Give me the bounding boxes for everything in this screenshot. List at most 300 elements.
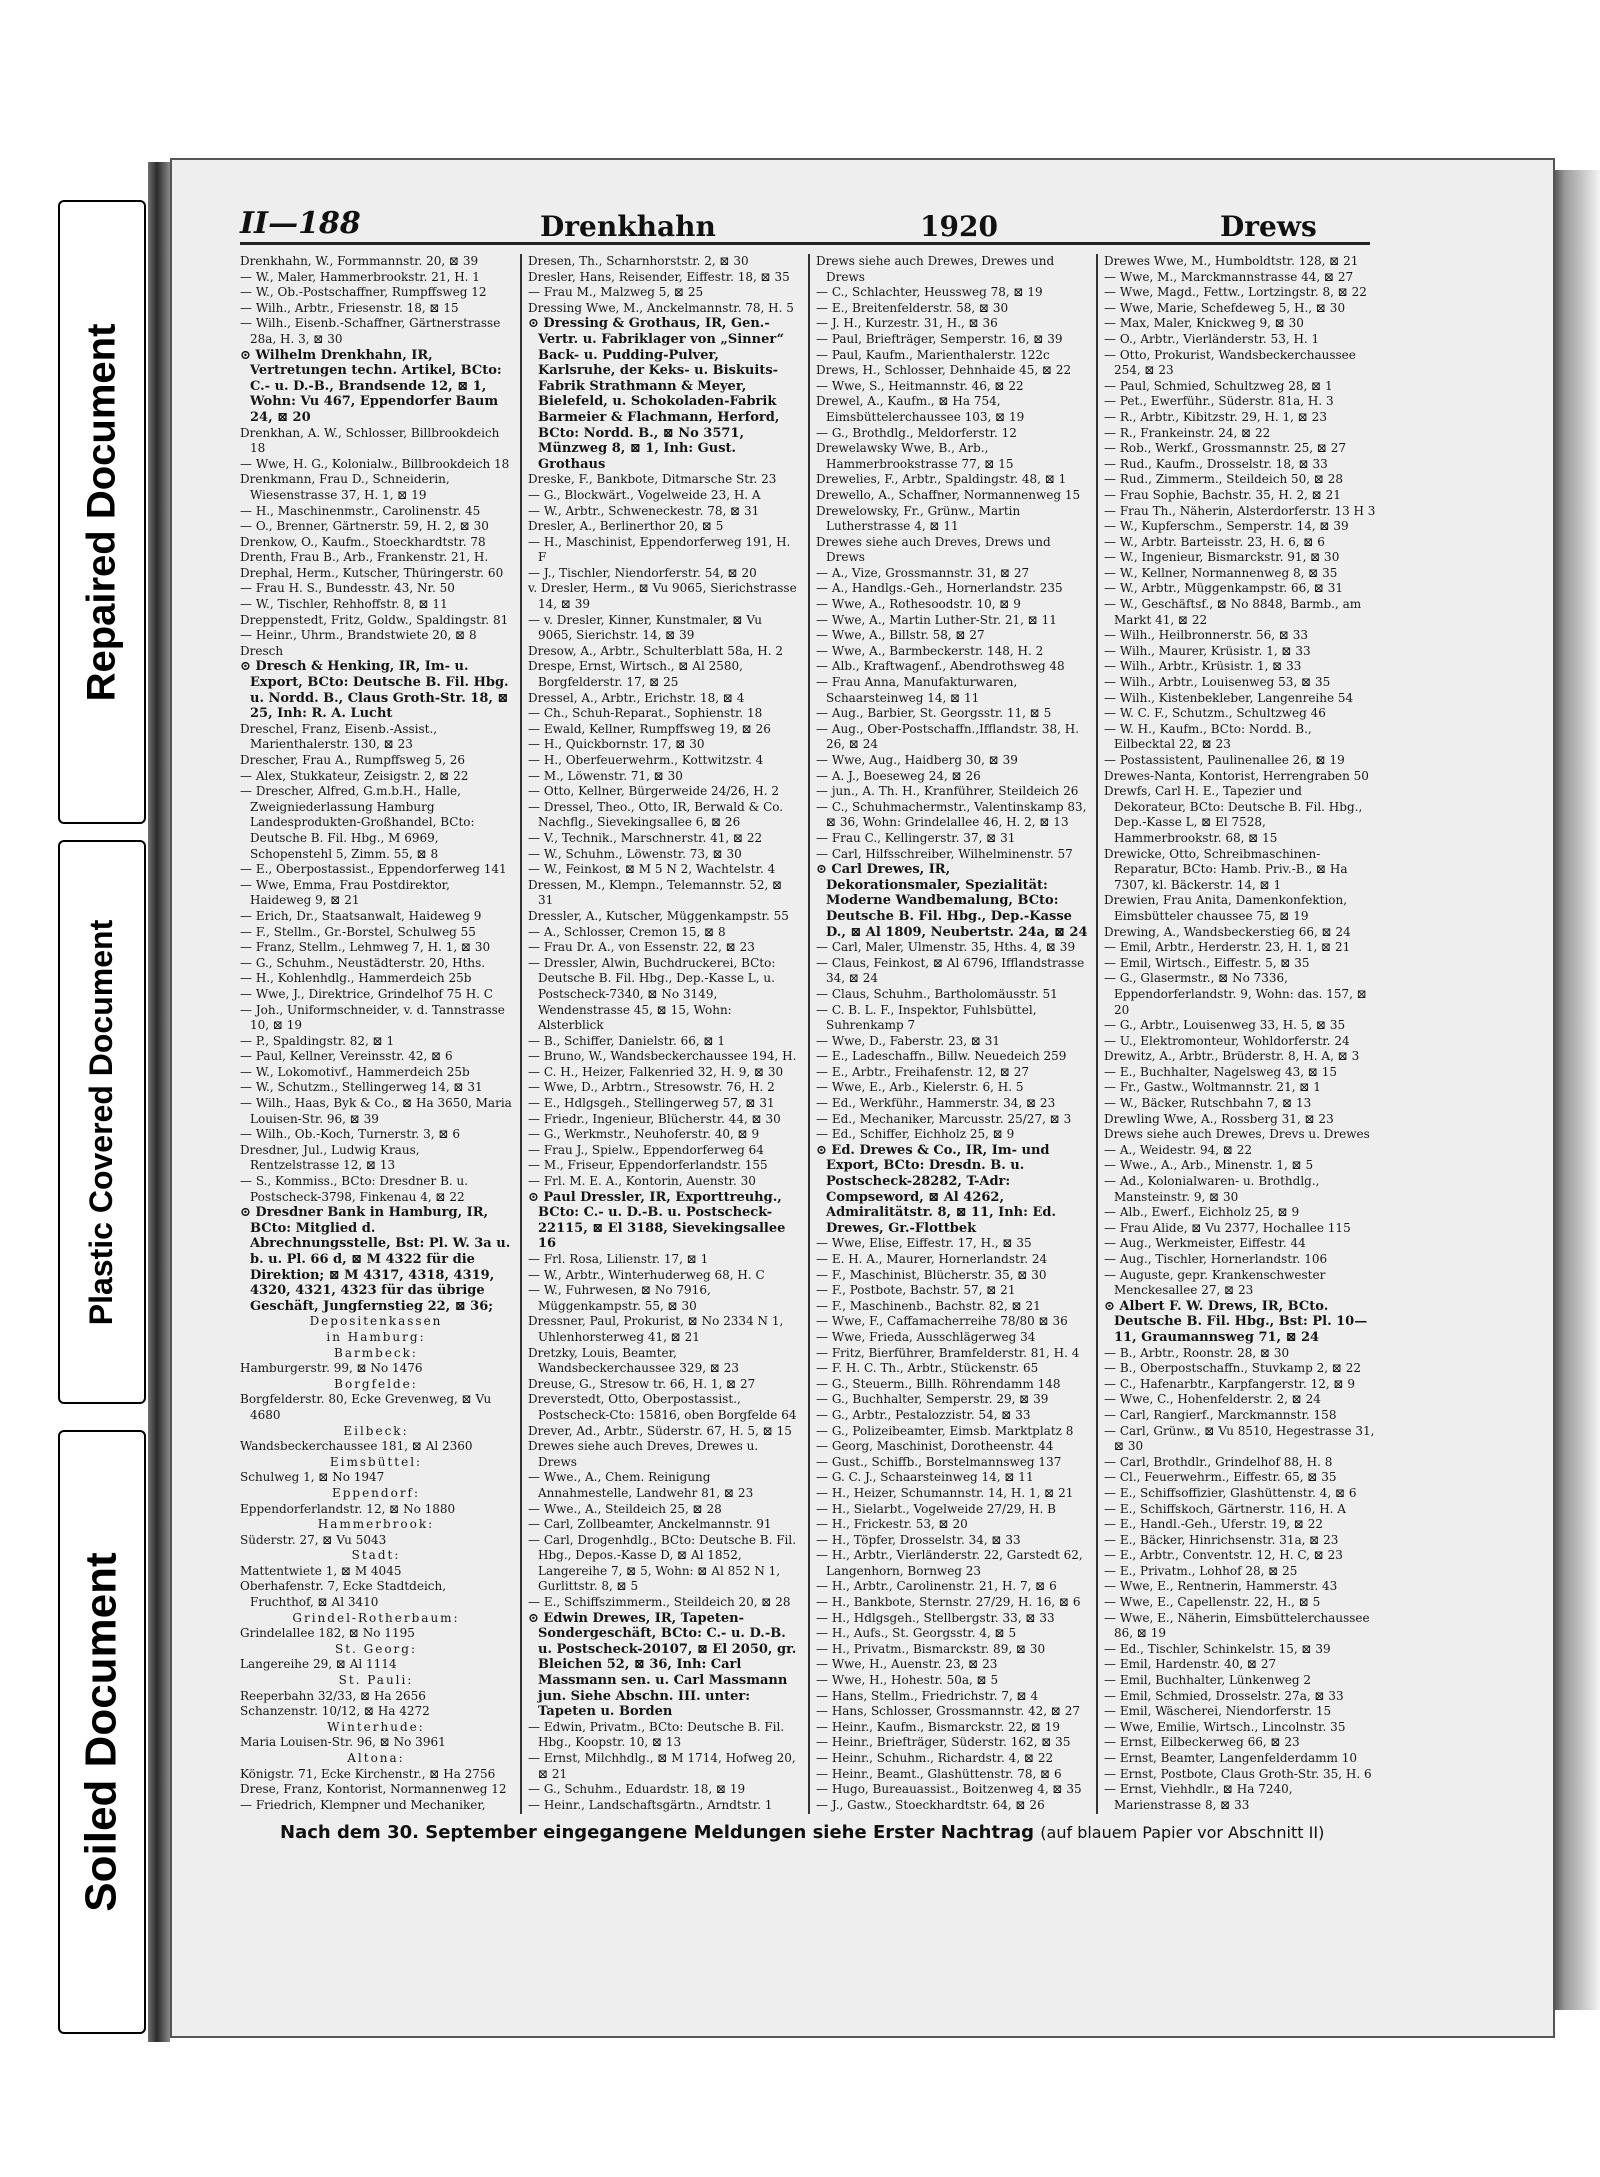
directory-entry: — Wwe, Frieda, Ausschlägerweg 34 xyxy=(816,1329,1036,1344)
directory-entry: — E., Schiffsoffizier, Glashüttenstr. 4, ⊠ 6 xyxy=(1104,1485,1357,1500)
directory-entry: — W., Ob.-Postschaffner, Rumpffsweg 12 xyxy=(240,285,487,300)
directory-entry: Grindel-Rotherbaum: xyxy=(292,1610,460,1625)
directory-entry: — C., Schlachter, Heussweg 78, ⊠ 19 xyxy=(816,285,1043,300)
directory-entry: — Wwe, M., Marckmannstrasse 44, ⊠ 27 xyxy=(1104,269,1354,284)
directory-entry: — Emil, Schmied, Drosselstr. 27a, ⊠ 33 xyxy=(1104,1688,1344,1703)
directory-entry: — Carl, Grünw., ⊠ Vu 8510, Hegestrasse 31, ⊠ 30 xyxy=(1104,1423,1375,1454)
directory-entry: Süderstr. 27, ⊠ Vu 5043 xyxy=(240,1532,387,1547)
directory-entry: — Dressler, Alwin, Buchdruckerei, BCto: Deutsche B. Fil. Hbg., Dep.-Kasse L, u. Postscheck-7340, ⊠ No 3149, Wendenstrasse 45, ⊠ 15, Wohn: Alsterblick xyxy=(528,955,776,1033)
directory-entry: — W., Bäcker, Rutschbahn 7, ⊠ 13 xyxy=(1104,1096,1312,1111)
directory-entry: Drews, H., Schlosser, Dehnhaide 45, ⊠ 22 xyxy=(816,363,1072,378)
directory-entry: — R., Frankeinstr. 24, ⊠ 22 xyxy=(1104,425,1271,440)
directory-entry: — Carl, Drogenhdlg., BCto: Deutsche B. Fil. Hbg., Depos.-Kasse D, ⊠ Al 1852, Langereihe 7, ⊠ 5, Wohn: ⊠ Al 852 N 1, Gurlittstr. 8, ⊠ 5 xyxy=(528,1532,797,1594)
directory-entry: Oberhafenstr. 7, Ecke Stadtdeich, Fruchthof, ⊠ Al 3410 xyxy=(240,1579,447,1610)
directory-entry: — Gust., Schiffb., Borstelmannsweg 137 xyxy=(816,1454,1062,1469)
directory-entry: Drewes siehe auch Dreves, Drews und Drews xyxy=(816,534,1051,565)
directory-entry: — M., Löwenstr. 71, ⊠ 30 xyxy=(528,768,683,783)
directory-entry: — Wwe., A., Steildeich 25, ⊠ 28 xyxy=(528,1501,722,1516)
directory-entry: — Aug., Ober-Postschaffn.,Ifflandstr. 38, H. 26, ⊠ 24 xyxy=(816,721,1080,752)
directory-entry: Drewelies, F., Arbtr., Spaldingstr. 48, ⊠ 1 xyxy=(816,472,1067,487)
directory-entry: — Wwe, H., Auenstr. 23, ⊠ 23 xyxy=(816,1657,998,1672)
directory-entry: — Otto, Prokurist, Wandsbeckerchaussee 254, ⊠ 23 xyxy=(1104,347,1356,378)
directory-entry: ⊙ Carl Drewes, IR, Dekorationsmaler, Spezialität: Moderne Wandbemalung, BCto: Deutsche B. Fil. Hbg., Dep.-Kasse D., ⊠ Al 1809, Neubertstr. 24a, ⊠ 24 xyxy=(816,862,1088,940)
directory-entry: — P., Spaldingstr. 82, ⊠ 1 xyxy=(240,1033,395,1048)
directory-entry: — Paul, Kaufm., Marienthalerstr. 122c xyxy=(816,347,1050,362)
directory-entry: — Postassistent, Paulinenallee 26, ⊠ 19 xyxy=(1104,753,1345,767)
directory-entry: — H., Töpfer, Drosselstr. 34, ⊠ 33 xyxy=(816,1532,1021,1547)
directory-entry: — Claus, Schuhm., Bartholomäusstr. 51 xyxy=(816,986,1058,1001)
directory-entry: — Wwe., A., Chem. Reinigung Annahmestelle, Landwehr 81, ⊠ 23 xyxy=(528,1470,754,1500)
directory-entry: — Heinr., Beamt., Glashüttenstr. 78, ⊠ 6 xyxy=(816,1766,1062,1781)
directory-entry: — H., Hdlgsgeh., Stellbergstr. 33, ⊠ 33 xyxy=(816,1610,1055,1625)
directory-entry: Hamburgerstr. 99, ⊠ No 1476 xyxy=(240,1361,423,1376)
directory-entry: Dressen, M., Klempn., Telemannstr. 52, ⊠ 31 xyxy=(528,877,783,908)
plastic-covered-document-label: Plastic Covered Document xyxy=(83,919,120,1325)
directory-entry: Dresch xyxy=(240,643,284,658)
directory-entry: Dresow, A., Arbtr., Schulterblatt 58a, H. 2 xyxy=(528,643,784,658)
directory-entry: Dreuse, G., Stresow tr. 66, H. 1, ⊠ 27 xyxy=(528,1376,756,1391)
directory-entry: — Ernst, Eilbeckerweg 66, ⊠ 23 xyxy=(1104,1735,1300,1750)
directory-entry: Drewfs, Carl H. E., Tapezier und Dekorateur, BCto: Deutsche B. Fil. Hbg., Dep.-Kasse L, ⊠ El 7528, Hammerbrookstr. 68, ⊠ 15 xyxy=(1104,784,1363,845)
directory-entry: — Otto, Kellner, Bürgerweide 24/26, H. 2 xyxy=(528,784,779,799)
directory-entry: Drever, Ad., Arbtr., Süderstr. 67, H. 5, ⊠ 15 xyxy=(528,1423,792,1438)
directory-entry: — Wwe, H., Hohestr. 50a, ⊠ 5 xyxy=(816,1673,999,1688)
directory-entry: Drephal, Herm., Kutscher, Thüringerstr. 60 xyxy=(240,565,504,580)
directory-entry: Altona: xyxy=(347,1751,405,1765)
directory-entry: Mattentwiete 1, ⊠ M 4045 xyxy=(240,1563,402,1578)
directory-entry: — Wwe, S., Heitmannstr. 46, ⊠ 22 xyxy=(816,378,1024,393)
directory-entry: — H., Heizer, Schumannstr. 14, H. 1, ⊠ 21 xyxy=(816,1485,1074,1500)
directory-entry: — F. H. C. Th., Arbtr., Stückenstr. 65 xyxy=(816,1361,1039,1376)
directory-entry: — Wwe, C., Hohenfelderstr. 2, ⊠ 24 xyxy=(1104,1392,1321,1407)
directory-entry: — Wwe, H. G., Kolonialw., Billbrookdeich 18 xyxy=(240,456,510,471)
directory-entry: — Wilh., Eisenb.-Schaffner, Gärtnerstrasse 28a, H. 3, ⊠ 30 xyxy=(240,316,501,346)
directory-entry: — Wwe, E., Arb., Kielerstr. 6, H. 5 xyxy=(816,1080,1024,1095)
directory-entry: — Joh., Uniformschneider, v. d. Tannstrasse 10, ⊠ 19 xyxy=(240,1002,505,1033)
last-entry-name: Drews xyxy=(1220,210,1317,243)
directory-entry: — V., Technik., Marschnerstr. 41, ⊠ 22 xyxy=(528,830,763,845)
directory-entry: — W., Schuhm., Löwenstr. 73, ⊠ 30 xyxy=(528,846,742,861)
directory-entry: — Ewald, Kellner, Rumpffsweg 19, ⊠ 26 xyxy=(528,721,771,736)
directory-entry: — W., Feinkost, ⊠ M 5 N 2, Wachtelstr. 4 xyxy=(528,862,776,877)
directory-entry: Drewien, Frau Anita, Damenkonfektion, Eimsbütteler chaussee 75, ⊠ 19 xyxy=(1104,893,1348,923)
directory-entry: Dreverstedt, Otto, Oberpostassist., Postscheck-Cto: 15816, oben Borgfelde 64 xyxy=(528,1392,797,1422)
directory-entry: Drewel, A., Kaufm., ⊠ Ha 754, Eimsbüttelerchaussee 103, ⊠ 19 xyxy=(816,394,1025,424)
directory-entry: — Wwe, J., Direktrice, Grindelhof 75 H. C xyxy=(240,986,493,1001)
directory-entry: — W., Geschäftsf., ⊠ No 8848, Barmb., am Markt 41, ⊠ 22 xyxy=(1104,597,1362,627)
directory-entry: — Frau Sophie, Bachstr. 35, H. 2, ⊠ 21 xyxy=(1104,487,1341,502)
repaired-document-tab xyxy=(58,200,146,824)
directory-entry: — H., Aufs., St. Georgsstr. 4, ⊠ 5 xyxy=(816,1626,1017,1641)
directory-entry xyxy=(1104,1813,1376,1814)
directory-page xyxy=(170,158,1555,2038)
directory-entry: — J. H., Kurzestr. 31, H., ⊠ 36 xyxy=(816,316,998,331)
directory-entry: — W., Fuhrwesen, ⊠ No 7916, Müggenkampstr. 55, ⊠ 30 xyxy=(528,1283,711,1313)
directory-entry: Eilbeck: xyxy=(343,1423,409,1438)
directory-entry: — J., Gastw., Stoeckhardtstr. 64, ⊠ 26 xyxy=(816,1797,1045,1812)
soiled-document-label: Soiled Document xyxy=(77,1552,126,1912)
directory-entry: — G., Werkmstr., Neuhoferstr. 40, ⊠ 9 xyxy=(528,1127,760,1142)
directory-entry: — E., Privatm., Lohhof 28, ⊠ 25 xyxy=(1104,1563,1298,1578)
directory-entry: — W., Arbtr., Schweneckestr. 78, ⊠ 31 xyxy=(528,503,760,518)
directory-entry: — Pet., Ewerführ., Süderstr. 81a, H. 3 xyxy=(1104,394,1334,409)
directory-entry: Drenkhan, A. W., Schlosser, Billbrookdeich 18 xyxy=(240,425,500,456)
directory-entry: — Wilh., Arbtr., Friesenstr. 18, ⊠ 15 xyxy=(240,300,459,315)
directory-entry: ⊙ Albert F. W. Drews, IR, BCto. Deutsche B. Fil. Hbg., Bst: Pl. 10—11, Graumannsweg 71, ⊠ 24 xyxy=(1104,1298,1368,1345)
directory-entry: — E., Hdlgsgeh., Stellingerweg 57, ⊠ 31 xyxy=(528,1096,775,1111)
directory-entry: — H., Arbtr., Vierländerstr. 22, Garstedt 62, Langenhorn, Bornweg 23 xyxy=(816,1548,1083,1578)
directory-entry: — Ed., Mechaniker, Marcusstr. 25/27, ⊠ 3 xyxy=(816,1111,1072,1126)
directory-entry: — Aug., Tischler, Hornerlandstr. 106 xyxy=(1104,1252,1328,1266)
entry-column-3 xyxy=(816,254,1088,1814)
directory-entry: — Heinr., Schuhm., Richardstr. 4, ⊠ 22 xyxy=(816,1751,1054,1765)
directory-entry: ⊙ Dressing & Grothaus, IR, Gen.-Vertr. u. Fabriklager von „Sinner“ Back- u. Pudding-Pulver, Karlsruhe, der Keks- u. Biskuits-Fabrik Strathmann & Meyer, Bielefeld, u. Schokoladen-Fabrik Barmeier & Flachmann, Herford, BCto: Nordd. B., ⊠ No 3571, Münzweg 8, ⊠ 1, Inh: Gust. Grothaus xyxy=(528,316,785,472)
directory-entry: Drewelawsky Wwe, B., Arb., Hammerbrookstrasse 77, ⊠ 15 xyxy=(816,441,1014,471)
directory-entry: — H., Bankbote, Sternstr. 27/29, H. 16, ⊠ 6 xyxy=(816,1595,1081,1610)
directory-entry: — v. Dresler, Kinner, Kunstmaler, ⊠ Vu 9065, Sierichstr. 14, ⊠ 39 xyxy=(528,612,762,643)
directory-entry: — B., Arbtr., Roonstr. 28, ⊠ 30 xyxy=(1104,1345,1290,1360)
directory-entry: — Alb., Kraftwagenf., Abendrothsweg 48 xyxy=(816,659,1065,674)
plastic-covered-document-tab xyxy=(58,840,146,1404)
directory-entry: — Wwe, E., Capellenstr. 22, H., ⊠ 5 xyxy=(1104,1595,1321,1610)
directory-entry: Depositenkassen xyxy=(309,1314,443,1329)
directory-entry: — W., Kellner, Normannenweg 8, ⊠ 35 xyxy=(1104,565,1338,580)
directory-entry: Eppendorf: xyxy=(331,1485,421,1500)
directory-entry: — Wwe, A., Barmbeckerstr. 148, H. 2 xyxy=(816,643,1044,658)
directory-entry: v. Dresler, Herm., ⊠ Vu 9065, Sierichstrasse 14, ⊠ 39 xyxy=(528,581,797,612)
directory-entry: — Ernst, Milchhdlg., ⊠ M 1714, Hofweg 20, ⊠ 21 xyxy=(528,1751,796,1781)
directory-entry: Maria Louisen-Str. 96, ⊠ No 3961 xyxy=(240,1735,446,1750)
directory-entry: Drewes-Nanta, Kontorist, Herrengraben 50 xyxy=(1104,768,1369,783)
footer-note xyxy=(280,1822,1430,1843)
directory-entry: Drewes Wwe, M., Humboldtstr. 128, ⊠ 21 xyxy=(1104,254,1359,268)
directory-entry: — G., Steuerm., Billh. Röhrendamm 148 xyxy=(816,1376,1061,1391)
directory-entry: — Wilh., Kistenbekleber, Langenreihe 54 xyxy=(1104,690,1354,705)
directory-entry: Drewing, A., Wandsbeckerstieg 66, ⊠ 24 xyxy=(1104,924,1351,939)
directory-entry: — Paul, Kellner, Vereinsstr. 42, ⊠ 6 xyxy=(240,1049,453,1064)
book-binding-edge xyxy=(148,162,170,2042)
directory-entry: Dressing Wwe, M., Anckelmannstr. 78, H. 5 xyxy=(528,300,794,315)
directory-entry: St. Georg: xyxy=(334,1641,418,1656)
directory-entry: — Wilh., Ob.-Koch, Turnerstr. 3, ⊠ 6 xyxy=(240,1127,460,1142)
directory-entry: — O., Arbtr., Vierländerstr. 53, H. 1 xyxy=(1104,331,1320,346)
directory-entry: — G., Arbtr., Louisenweg 33, H. 5, ⊠ 35 xyxy=(1104,1018,1346,1033)
directory-entry: — Carl, Zollbeamter, Anckelmannstr. 91 xyxy=(528,1517,772,1532)
directory-entry: — Rob., Werkf., Grossmannstr. 25, ⊠ 27 xyxy=(1104,441,1347,456)
directory-entry: — Ernst, Postbote, Claus Groth-Str. 35, H. 6 xyxy=(1104,1766,1372,1781)
directory-entry: — W. H., Kaufm., BCto: Nordd. B., Eilbecktal 22, ⊠ 23 xyxy=(1104,721,1312,752)
directory-entry: — W., Arbtr., Winterhuderweg 68, H. C xyxy=(528,1267,765,1282)
directory-entry: — Georg, Maschinist, Dorotheenstr. 44 xyxy=(816,1439,1054,1454)
directory-entry: ⊙ Dresch & Henking, IR, Im- u. Export, BCto: Deutsche B. Fil. Hbg. u. Nordd. B., Claus Groth-Str. 18, ⊠ 25, Inh: R. A. Lucht xyxy=(240,659,509,722)
directory-entry: — W., Maler, Hammerbrookstr. 21, H. 1 xyxy=(240,269,480,284)
directory-entry: — E., Ladeschaffn., Billw. Neuedeich 259 xyxy=(816,1049,1067,1064)
directory-entry: Dresdner, Jul., Ludwig Kraus, Rentzelstrasse 12, ⊠ 13 xyxy=(240,1142,420,1173)
directory-entry: — E., Buchhalter, Nagelsweg 43, ⊠ 15 xyxy=(1104,1064,1338,1079)
directory-entry: — E., Schiffszimmerm., Steildeich 20, ⊠ 28 xyxy=(528,1595,791,1610)
directory-entry: Drewes siehe auch Dreves, Drewes u. Drews xyxy=(528,1439,759,1469)
directory-entry: — W., Arbtr., Müggenkampstr. 66, ⊠ 31 xyxy=(1104,581,1344,596)
directory-entry: — Heinr., Kaufm., Bismarckstr. 22, ⊠ 19 xyxy=(816,1719,1061,1734)
directory-entry: Drenth, Frau B., Arb., Frankenstr. 21, H. xyxy=(240,550,489,565)
directory-entry: — G., Glasermstr., ⊠ No 7336, Eppendorferlandstr. 9, Wohn: das. 157, ⊠ 20 xyxy=(1104,971,1367,1017)
page-number: II—188 xyxy=(240,206,361,241)
directory-entry: — E., Bäcker, Hinrichsenstr. 31a, ⊠ 23 xyxy=(1104,1532,1339,1547)
directory-entry: — Wwe, Magd., Fettw., Lortzingstr. 8, ⊠ 22 xyxy=(1104,285,1367,300)
directory-entry: — E., Breitenfelderstr. 58, ⊠ 30 xyxy=(816,300,1009,315)
directory-entry: — Wilh., Haas, Byk & Co., ⊠ Ha 3650, Maria Louisen-Str. 96, ⊠ 39 xyxy=(240,1096,512,1126)
directory-entry: — B., Schiffer, Danielstr. 66, ⊠ 1 xyxy=(528,1033,725,1048)
directory-entry: Drewelowsky, Fr., Grünw., Martin Lutherstrasse 4, ⊠ 11 xyxy=(816,503,1021,534)
directory-entry: Dreschel, Franz, Eisenb.-Assist., Marienthalerstr. 130, ⊠ 23 xyxy=(240,721,438,752)
directory-entry: — H., Arbtr., Carolinenstr. 21, H. 7, ⊠ 6 xyxy=(816,1579,1057,1594)
directory-entry: — C. B. L. F., Inspektor, Fuhlsbüttel, Suhrenkamp 7 xyxy=(816,1002,1037,1033)
directory-entry: — Fritz, Bierführer, Bramfelderstr. 81, H. 4 xyxy=(816,1345,1080,1360)
directory-entry: — E., Oberpostassist., Eppendorferweg 141 xyxy=(240,862,507,877)
directory-entry: — Heinr., Briefträger, Süderstr. 162, ⊠ 35 xyxy=(816,1735,1071,1750)
directory-entry: Eppendorferlandstr. 12, ⊠ No 1880 xyxy=(240,1501,456,1516)
directory-entry: Winterhude: xyxy=(327,1719,425,1734)
directory-entry: — F., Maschinenb., Bachstr. 82, ⊠ 21 xyxy=(816,1298,1041,1313)
directory-entry: — Ernst, Viehhdlr., ⊠ Ha 7240, Marienstrasse 8, ⊠ 33 xyxy=(1104,1782,1293,1812)
directory-entry: — Aug., Barbier, St. Georgsstr. 11, ⊠ 5 xyxy=(816,706,1052,721)
directory-entry: — Franz, Stellm., Lehmweg 7, H. 1, ⊠ 30 xyxy=(240,940,491,955)
directory-entry: — Wwe, E., Näherin, Eimsbüttelerchaussee 86, ⊠ 19 xyxy=(1104,1610,1370,1641)
directory-entry: Drenkow, O., Kaufm., Stoeckhardtstr. 78 xyxy=(240,534,486,549)
entry-column-4 xyxy=(1104,254,1376,1814)
directory-entry: — W., Ingenieur, Bismarckstr. 91, ⊠ 30 xyxy=(1104,550,1340,565)
directory-entry xyxy=(528,1813,800,1814)
directory-entry: — Cl., Feuerwehrm., Eiffestr. 65, ⊠ 35 xyxy=(1104,1470,1337,1485)
directory-entry: — Hugo, Bureauassist., Boitzenweg 4, ⊠ 35 xyxy=(816,1782,1082,1797)
directory-entry: Drescher, Frau A., Rumpffsweg 5, 26 xyxy=(240,753,465,767)
directory-entry: — F., Stellm., Gr.-Borstel, Schulweg 55 xyxy=(240,924,476,939)
page-stack-edge xyxy=(1550,170,1600,2010)
directory-entry: — O., Brenner, Gärtnerstr. 59, H. 2, ⊠ 30 xyxy=(240,519,489,534)
directory-entry: — G., Brothdlg., Meldorferstr. 12 xyxy=(816,425,1017,440)
directory-entry: — W. C. F., Schutzm., Schultzweg 46 xyxy=(1104,706,1326,721)
directory-entry: — Emil, Arbtr., Herderstr. 23, H. 1, ⊠ 21 xyxy=(1104,940,1351,955)
directory-entry: Drewello, A., Schaffner, Normannenweg 15 xyxy=(816,487,1081,502)
directory-entry: Dresler, Hans, Reisender, Eiffestr. 18, ⊠ 35 xyxy=(528,269,790,284)
directory-entry: — Wwe, D., Faberstr. 23, ⊠ 31 xyxy=(816,1033,1001,1048)
directory-entry: — Frau Th., Näherin, Alsterdorferstr. 13 H 3 xyxy=(1104,503,1376,518)
directory-entry: Dressel, A., Arbtr., Erichstr. 18, ⊠ 4 xyxy=(528,690,745,705)
soiled-document-tab xyxy=(58,1430,146,2034)
directory-entry: — Frau C., Kellingerstr. 37, ⊠ 31 xyxy=(816,830,1016,845)
directory-entry: — W., Schutzm., Stellingerweg 14, ⊠ 31 xyxy=(240,1080,483,1095)
directory-entry: — Ed., Werkführ., Hammerstr. 34, ⊠ 23 xyxy=(816,1096,1056,1111)
directory-entry: Drenkhahn, W., Formmannstr. 20, ⊠ 39 xyxy=(240,254,479,268)
directory-entry: — Wwe, A., Rothesoodstr. 10, ⊠ 9 xyxy=(816,597,1021,612)
directory-entry: — A., Handlgs.-Geh., Hornerlandstr. 235 xyxy=(816,581,1063,596)
directory-entry: Reeperbahn 32/33, ⊠ Ha 2656 xyxy=(240,1688,426,1703)
directory-entry: Drews siehe auch Drewes, Drevs u. Drewes xyxy=(1104,1127,1370,1142)
directory-entry: Dreppenstedt, Fritz, Goldw., Spaldingstr. 81 xyxy=(240,612,509,627)
directory-entry: — Emil, Wäscherei, Niendorferstr. 15 xyxy=(1104,1704,1332,1719)
directory-entry: Drewicke, Otto, Schreibmaschinen-Reparatur, BCto: Hamb. Priv.-B., ⊠ Ha 7307, kl. Bäckerstr. 14, ⊠ 1 xyxy=(1104,846,1348,892)
directory-entry: — J., Tischler, Niendorferstr. 54, ⊠ 20 xyxy=(528,565,757,580)
directory-entry: Wandsbeckerchaussee 181, ⊠ Al 2360 xyxy=(240,1439,473,1454)
running-header xyxy=(240,206,1370,245)
directory-entry: — Ed., Tischler, Schinkelstr. 15, ⊠ 39 xyxy=(1104,1641,1331,1656)
directory-entry: Dresen, Th., Scharnhorststr. 2, ⊠ 30 xyxy=(528,254,749,268)
directory-entry: Borgfelde: xyxy=(334,1376,418,1391)
directory-entry: — E., Schiffskoch, Gärtnerstr. 116, H. A xyxy=(1104,1501,1346,1516)
directory-entry: Hammerbrook: xyxy=(317,1517,435,1532)
directory-entry: — Frl. M. E. A., Kontorin, Auenstr. 30 xyxy=(528,1174,756,1189)
directory-entry: — Erich, Dr., Staatsanwalt, Haideweg 9 xyxy=(240,908,482,923)
directory-entry: — C., Hafenarbtr., Karpfangerstr. 12, ⊠ 9 xyxy=(1104,1376,1355,1391)
directory-entry: — G., Schuhm., Eduardstr. 18, ⊠ 19 xyxy=(528,1782,746,1797)
directory-entry: — Heinr., Landschaftsgärtn., Arndtstr. 1 xyxy=(528,1797,773,1812)
directory-year: 1920 xyxy=(920,210,998,243)
directory-entry: — Carl, Rangierf., Marckmannstr. 158 xyxy=(1104,1407,1337,1422)
directory-entry: — Frau J., Spielw., Eppendorferweg 64 xyxy=(528,1142,764,1157)
directory-entry: St. Pauli: xyxy=(338,1673,414,1688)
directory-entry: — H., Maschinenmstr., Carolinenstr. 45 xyxy=(240,503,481,518)
directory-entry: — E., Arbtr., Freihafenstr. 12, ⊠ 27 xyxy=(816,1064,1030,1079)
directory-entry: — Carl, Brothdlr., Grindelhof 88, H. 8 xyxy=(1104,1454,1333,1469)
directory-entry: Dresler, A., Berlinerthor 20, ⊠ 5 xyxy=(528,519,724,534)
directory-entry: — Frau Alide, ⊠ Vu 2377, Hochallee 115 xyxy=(1104,1220,1351,1235)
directory-entry: Borgfelderstr. 80, Ecke Grevenweg, ⊠ Vu 4680 xyxy=(240,1392,492,1422)
directory-entry: — E. H. A., Maurer, Hornerlandstr. 24 xyxy=(816,1252,1048,1266)
directory-entry: — W., Kupferschm., Semperstr. 14, ⊠ 39 xyxy=(1104,519,1349,534)
directory-entry: — H., Frickestr. 53, ⊠ 20 xyxy=(816,1517,968,1532)
directory-entry: — Carl, Maler, Ulmenstr. 35, Hths. 4, ⊠ 39 xyxy=(816,940,1076,955)
directory-entry: — Carl, Hilfsschreiber, Wilhelminenstr. 57 xyxy=(816,846,1073,861)
directory-entry: — Paul, Schmied, Schultzweg 28, ⊠ 1 xyxy=(1104,378,1333,393)
directory-entry: Drews siehe auch Drewes, Drewes und Drews xyxy=(816,254,1055,284)
directory-entry: Dretzky, Louis, Beamter, Wandsbeckerchaussee 329, ⊠ 23 xyxy=(528,1345,739,1376)
directory-entry: — A., Schlosser, Cremon 15, ⊠ 8 xyxy=(528,924,726,939)
directory-entry: — Emil, Wirtsch., Eiffestr. 5, ⊠ 35 xyxy=(1104,955,1310,970)
directory-entry: — Max, Maler, Knickweg 9, ⊠ 30 xyxy=(1104,316,1304,331)
footer-note-paren: (auf blauem Papier vor Abschnitt II) xyxy=(1040,1823,1325,1842)
directory-entry: — Wwe, Marie, Schefdeweg 5, H., ⊠ 30 xyxy=(1104,300,1346,315)
directory-entry: — Ernst, Beamter, Langenfelderdamm 10 xyxy=(1104,1751,1358,1765)
directory-entry: ⊙ Wilhelm Drenkhahn, IR, Vertretungen techn. Artikel, BCto: C.- u. D.-B., Brandsende 12, ⊠ 1, Wohn: Vu 467, Eppendorfer Baum 24, ⊠ 20 xyxy=(240,347,502,425)
directory-entry: — Wwe, A., Martin Luther-Str. 21, ⊠ 11 xyxy=(816,612,1057,627)
directory-entry: — Claus, Feinkost, ⊠ Al 6796, Ifflandstrasse 34, ⊠ 24 xyxy=(816,955,1085,986)
directory-entry: — Ch., Schuh-Reparat., Sophienstr. 18 xyxy=(528,706,763,721)
directory-entry: — Wilh., Maurer, Krüsistr. 1, ⊠ 33 xyxy=(1104,643,1311,658)
directory-entry: ⊙ Dresdner Bank in Hamburg, IR, BCto: Mitglied d. Abrechnungsstelle, Bst: Pl. W. 3a u. b. u. Pl. 66 d, ⊠ M 4322 für die Direktion; ⊠ M 4317, 4318, 4319, 4320, 4321, 4323 für das übrige Geschäft, Jungfernstieg 22, ⊠ 36; xyxy=(240,1205,511,1314)
directory-entry: — Ad., Kolonialwaren- u. Brothdlg., Mansteinstr. 9, ⊠ 30 xyxy=(1104,1174,1320,1204)
directory-entry: — G., Schuhm., Neustädterstr. 20, Hths. xyxy=(240,955,486,970)
directory-entry: ⊙ Edwin Drewes, IR, Tapeten-Sondergeschäft, BCto: C.- u. D.-B. u. Postscheck-20107, ⊠ El 2050, gr. Bleichen 52, ⊠ 36, Inh: Carl Massmann sen. u. Carl Massmann jun. Siehe Abschn. III. unter: Tapeten u. Borden xyxy=(528,1610,797,1720)
directory-entry: Dreske, F., Bankbote, Ditmarsche Str. 23 xyxy=(528,472,777,487)
entry-column-2 xyxy=(528,254,800,1814)
directory-entry: Grindelallee 182, ⊠ No 1195 xyxy=(240,1626,415,1641)
directory-entry: Dressner, Paul, Prokurist, ⊠ No 2334 N 1, Uhlenhorsterweg 41, ⊠ 21 xyxy=(528,1314,784,1344)
directory-entry: — W., Arbtr. Barteisstr. 23, H. 6, ⊠ 6 xyxy=(1104,534,1325,549)
directory-entry: — Wwe, Emilie, Wirtsch., Lincolnstr. 35 xyxy=(1104,1719,1346,1734)
directory-entry: Langereihe 29, ⊠ Al 1114 xyxy=(240,1657,397,1672)
directory-entry xyxy=(816,1813,1088,1814)
directory-entry: — G., Polizeibeamter, Eimsb. Marktplatz 8 xyxy=(816,1423,1074,1438)
directory-entry: Dressler, A., Kutscher, Müggenkampstr. 55 xyxy=(528,908,789,923)
directory-entry: — G., Buchhalter, Semperstr. 29, ⊠ 39 xyxy=(816,1392,1049,1407)
directory-entry: — A. J., Boeseweg 24, ⊠ 26 xyxy=(816,768,981,783)
directory-entry: Drenkmann, Frau D., Schneiderin, Wiesenstrasse 37, H. 1, ⊠ 19 xyxy=(240,472,450,502)
directory-entry: Barmbeck: xyxy=(334,1345,418,1360)
directory-entry: Drespe, Ernst, Wirtsch., ⊠ Al 2580, Borgfelderstr. 17, ⊠ 25 xyxy=(528,659,743,690)
entry-column-1 xyxy=(240,254,512,1814)
directory-entry: — Dressel, Theo., Otto, IR, Berwald & Co. Nachflg., Sievekingsallee 6, ⊠ 26 xyxy=(528,799,784,830)
directory-entry: — W., Lokomotivf., Hammerdeich 25b xyxy=(240,1064,470,1079)
directory-entry: — S., Kommiss., BCto: Dresdner B. u. Postscheck-3798, Finkenau 4, ⊠ 22 xyxy=(240,1174,469,1204)
archive-tabs xyxy=(0,0,150,2177)
directory-entry: Drewitz, A., Arbtr., Brüderstr. 8, H. A, ⊠ 3 xyxy=(1104,1049,1360,1064)
directory-entry: — A., Weidestr. 94, ⊠ 22 xyxy=(1104,1142,1253,1157)
directory-entry: — Auguste, gepr. Krankenschwester Menckesallee 27, ⊠ 23 xyxy=(1104,1267,1326,1298)
directory-entry: — Wilh., Arbtr., Louisenweg 53, ⊠ 35 xyxy=(1104,675,1331,690)
directory-entry: — H., Sielarbt., Vogelweide 27/29, H. B xyxy=(816,1501,1056,1516)
directory-entry: — Emil, Buchhalter, Lünkenweg 2 xyxy=(1104,1673,1311,1688)
directory-entry: — E., Arbtr., Conventstr. 12, H. C, ⊠ 23 xyxy=(1104,1548,1343,1563)
directory-entry: — G., Arbtr., Pestalozzistr. 54, ⊠ 33 xyxy=(816,1407,1031,1422)
directory-entry: — Aug., Werkmeister, Eiffestr. 44 xyxy=(1104,1236,1306,1251)
directory-entry: — Wwe, A., Billstr. 58, ⊠ 27 xyxy=(816,628,985,643)
directory-entry: — Wilh., Heilbronnerstr. 56, ⊠ 33 xyxy=(1104,628,1309,643)
directory-entry: — G., Blockwärt., Vogelweide 23, H. A xyxy=(528,487,761,502)
first-entry-name: Drenkhahn xyxy=(540,210,716,243)
directory-entry: ⊙ Paul Dressler, IR, Exporttreuhg., BCto: C.- u. D.-B. u. Postscheck-22115, ⊠ El 3188, Sievekingsallee 16 xyxy=(528,1189,786,1252)
directory-entry: — Hans, Stellm., Friedrichstr. 7, ⊠ 4 xyxy=(816,1688,1039,1703)
directory-entry: — B., Oberpostschaffn., Stuvkamp 2, ⊠ 22 xyxy=(1104,1361,1362,1376)
directory-entry: — F., Maschinist, Blücherstr. 35, ⊠ 30 xyxy=(816,1267,1047,1282)
directory-entry: — jun., A. Th. H., Kranführer, Steildeich 26 xyxy=(816,784,1079,799)
directory-entry: — H., Kohlenhdlg., Hammerdeich 25b xyxy=(240,971,472,986)
directory-entry: — Ed., Schiffer, Eichholz 25, ⊠ 9 xyxy=(816,1127,1015,1142)
directory-entry: Drese, Franz, Kontorist, Normannenweg 12 xyxy=(240,1782,507,1797)
directory-entry: — F., Postbote, Bachstr. 57, ⊠ 21 xyxy=(816,1283,1016,1298)
directory-entry: — Drescher, Alfred, G.m.b.H., Halle, Zweigniederlassung Hamburg Landesprodukten-Großhandel, BCto: Deutsche B. Fil. Hbg., M 6969, Schopenstehl 5, Zimm. 55, ⊠ 8 xyxy=(240,784,475,861)
directory-entry: — Friedrich, Klempner und Mechaniker, xyxy=(240,1797,486,1812)
directory-entry: Schanzenstr. 10/12, ⊠ Ha 4272 xyxy=(240,1704,430,1719)
directory-entry: — Rud., Kaufm., Drosselstr. 18, ⊠ 33 xyxy=(1104,456,1328,471)
directory-entry: — G. C. J., Schaarsteinweg 14, ⊠ 11 xyxy=(816,1470,1034,1485)
directory-entry: — Hans, Schlosser, Grossmannstr. 42, ⊠ 27 xyxy=(816,1704,1081,1719)
directory-entry: — Wwe, F., Caffamacherreihe 78/80 ⊠ 36 xyxy=(816,1314,1068,1329)
directory-entry: — Wwe, Emma, Frau Postdirektor, Haideweg 9, ⊠ 21 xyxy=(240,877,450,908)
directory-entry: ⊙ Ed. Drewes & Co., IR, Im- und Export, BCto: Dresdn. B. u. Postscheck-28282, T-Adr: Compseword, ⊠ Al 4262, Admiralitätstr. 8, ⊠ 11, Inh: Ed. Drewes, Gr.-Flottbek xyxy=(816,1142,1056,1236)
directory-entry: — R., Arbtr., Kibitzstr. 29, H. 1, ⊠ 23 xyxy=(1104,409,1327,424)
directory-entry: — C., Schuhmachermstr., Valentinskamp 83, ⊠ 36, Wohn: Grindelallee 46, H. 2, ⊠ 13 xyxy=(816,799,1087,830)
directory-entry: — Emil, Hardenstr. 40, ⊠ 27 xyxy=(1104,1657,1277,1672)
entry-columns xyxy=(240,254,1380,1814)
directory-entry: — Frau Dr. A., von Essenstr. 22, ⊠ 23 xyxy=(528,940,755,955)
directory-entry: — Wwe, Aug., Haidberg 30, ⊠ 39 xyxy=(816,753,1018,767)
directory-entry: — Frau H. S., Bundesstr. 43, Nr. 50 xyxy=(240,581,455,596)
directory-entry: — Edwin, Privatm., BCto: Deutsche B. Fil. Hbg., Koopstr. 10, ⊠ 13 xyxy=(528,1719,785,1750)
directory-entry: — H., Maschinist, Eppendorferweg 191, H. F xyxy=(528,534,791,565)
directory-entry: — H., Privatm., Bismarckstr. 89, ⊠ 30 xyxy=(816,1641,1046,1656)
directory-entry: — U., Elektromonteur, Wohldorferstr. 24 xyxy=(1104,1033,1350,1048)
directory-entry: — Wwe, E., Rentnerin, Hammerstr. 43 xyxy=(1104,1579,1338,1594)
directory-entry: — M., Friseur, Eppendorferlandstr. 155 xyxy=(528,1158,768,1173)
directory-entry: — A., Vize, Grossmannstr. 31, ⊠ 27 xyxy=(816,565,1030,580)
directory-entry: — Bruno, W., Wandsbeckerchaussee 194, H. xyxy=(528,1049,797,1064)
directory-entry: — Alb., Ewerf., Eichholz 25, ⊠ 9 xyxy=(1104,1205,1300,1220)
directory-entry: — Wilh., Arbtr., Krüsistr. 1, ⊠ 33 xyxy=(1104,659,1302,674)
directory-entry: — W., Tischler, Rehhoffstr. 8, ⊠ 11 xyxy=(240,597,448,612)
directory-entry: — Alex, Stukkateur, Zeisigstr. 2, ⊠ 22 xyxy=(240,768,469,783)
directory-entry: — E., Handl.-Geh., Uferstr. 19, ⊠ 22 xyxy=(1104,1517,1324,1532)
directory-entry: — H., Oberfeuerwehrm., Kottwitzstr. 4 xyxy=(528,753,764,767)
